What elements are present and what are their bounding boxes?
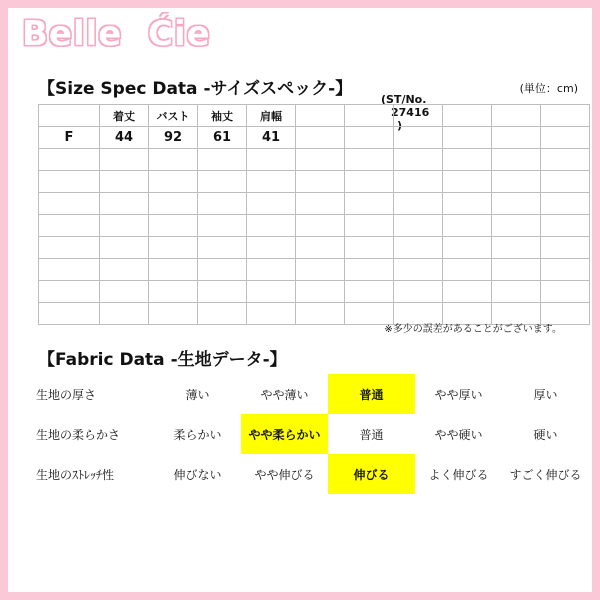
table-cell <box>394 281 443 303</box>
table-row <box>39 127 590 149</box>
table-cell: 61 <box>198 127 247 149</box>
table-cell <box>39 215 100 237</box>
fabric-option[interactable]: やや薄い <box>260 387 309 402</box>
table-cell <box>443 281 492 303</box>
fabric-row-label: 生地のｽﾄﾚｯﾁ性 <box>36 467 115 482</box>
table-cell <box>296 127 345 149</box>
fabric-row-thickness <box>30 374 589 414</box>
table-cell <box>149 259 198 281</box>
table-cell <box>394 259 443 281</box>
fabric-option-selected[interactable]: やや柔らかい <box>241 414 328 454</box>
table-row <box>39 193 590 215</box>
table-cell <box>149 171 198 193</box>
table-row <box>39 215 590 237</box>
table-cell: 41 <box>247 127 296 149</box>
table-row <box>39 149 590 171</box>
table-cell <box>492 237 541 259</box>
table-cell <box>100 193 149 215</box>
table-cell <box>247 237 296 259</box>
table-cell <box>198 259 247 281</box>
table-cell <box>492 193 541 215</box>
table-cell <box>541 237 590 259</box>
table-cell <box>443 259 492 281</box>
fabric-option[interactable]: やや硬い <box>434 427 483 442</box>
table-cell <box>198 193 247 215</box>
table-cell <box>443 215 492 237</box>
table-cell <box>541 281 590 303</box>
fabric-row-stretch <box>30 454 589 494</box>
table-cell <box>39 259 100 281</box>
table-cell <box>149 237 198 259</box>
header-cell <box>443 105 492 127</box>
fabric-option[interactable]: 普通 <box>359 427 384 442</box>
table-cell <box>296 215 345 237</box>
table-cell <box>247 303 296 325</box>
table-cell <box>100 149 149 171</box>
table-row <box>39 259 590 281</box>
table-cell <box>443 149 492 171</box>
table-cell <box>394 149 443 171</box>
table-cell <box>296 171 345 193</box>
table-cell <box>443 171 492 193</box>
fabric-option[interactable]: すごく伸びる <box>509 467 582 482</box>
table-cell <box>247 149 296 171</box>
table-cell <box>100 215 149 237</box>
header-cell: 肩幅 <box>247 105 296 127</box>
table-cell <box>296 281 345 303</box>
table-cell <box>345 281 394 303</box>
fabric-option-selected[interactable]: 普通 <box>328 374 415 414</box>
table-cell <box>345 215 394 237</box>
table-cell <box>345 149 394 171</box>
fabric-option[interactable]: やや厚い <box>434 387 483 402</box>
table-cell <box>198 171 247 193</box>
header-cell <box>394 105 443 127</box>
table-cell <box>149 149 198 171</box>
table-cell <box>149 303 198 325</box>
style-number-label: (ST/No. <box>380 93 427 106</box>
brand-logo: Belle Ćie <box>22 14 211 54</box>
table-cell: 92 <box>149 127 198 149</box>
header-cell: バスト <box>149 105 198 127</box>
table-cell <box>443 127 492 149</box>
table-cell: 44 <box>100 127 149 149</box>
table-cell <box>492 149 541 171</box>
table-cell <box>394 127 443 149</box>
table-cell <box>492 281 541 303</box>
table-cell <box>541 149 590 171</box>
table-cell <box>247 193 296 215</box>
table-cell <box>198 281 247 303</box>
fabric-option[interactable]: よく伸びる <box>428 467 489 482</box>
table-cell <box>492 215 541 237</box>
table-cell <box>541 171 590 193</box>
table-cell <box>39 303 100 325</box>
table-cell <box>149 281 198 303</box>
table-cell <box>345 237 394 259</box>
fabric-row-label: 生地の厚さ <box>36 387 97 402</box>
table-cell <box>39 149 100 171</box>
header-cell: 着丈 <box>100 105 149 127</box>
table-cell <box>394 171 443 193</box>
table-cell <box>296 237 345 259</box>
table-cell <box>39 281 100 303</box>
table-cell <box>149 215 198 237</box>
table-cell <box>296 193 345 215</box>
table-cell <box>39 193 100 215</box>
table-cell <box>541 215 590 237</box>
table-cell: F <box>39 127 100 149</box>
table-cell <box>492 259 541 281</box>
table-header-row <box>39 105 590 127</box>
table-cell <box>198 215 247 237</box>
fabric-row-softness <box>30 414 589 454</box>
fabric-option[interactable]: 薄い <box>185 387 210 402</box>
table-row <box>39 171 590 193</box>
size-spec-title: 【Size Spec Data -サイズスペック-】 <box>38 79 353 99</box>
table-cell <box>149 193 198 215</box>
header-cell <box>296 105 345 127</box>
style-number-close: ) <box>396 119 403 132</box>
table-cell <box>492 127 541 149</box>
header-cell <box>541 105 590 127</box>
table-cell <box>39 171 100 193</box>
table-cell <box>39 237 100 259</box>
table-cell <box>394 215 443 237</box>
table-cell <box>198 149 247 171</box>
unit-label: (単位：cm) <box>519 82 578 95</box>
fabric-data-title: 【Fabric Data -生地データ-】 <box>38 350 287 370</box>
table-cell <box>100 259 149 281</box>
table-cell <box>541 193 590 215</box>
table-cell <box>100 281 149 303</box>
fabric-data-table <box>30 374 589 494</box>
table-cell <box>492 171 541 193</box>
table-cell <box>394 193 443 215</box>
fabric-option-selected[interactable]: 伸びる <box>328 454 415 494</box>
table-row <box>39 281 590 303</box>
table-cell <box>247 215 296 237</box>
table-cell <box>100 171 149 193</box>
table-row <box>39 237 590 259</box>
table-cell <box>296 303 345 325</box>
measurement-note: ※多少の誤差があることがございます。 <box>384 324 562 335</box>
table-cell <box>247 171 296 193</box>
fabric-option[interactable]: 伸びない <box>173 467 222 482</box>
table-cell <box>541 127 590 149</box>
table-cell <box>541 259 590 281</box>
style-number-value: 27416 <box>390 106 430 119</box>
table-cell <box>100 303 149 325</box>
table-cell <box>394 237 443 259</box>
table-cell <box>345 171 394 193</box>
table-cell <box>296 149 345 171</box>
fabric-option[interactable]: 柔らかい <box>173 427 222 442</box>
size-spec-table <box>38 104 590 325</box>
table-cell <box>443 193 492 215</box>
table-cell <box>198 237 247 259</box>
table-cell <box>345 193 394 215</box>
fabric-option[interactable]: やや伸びる <box>254 467 315 482</box>
table-cell <box>247 281 296 303</box>
table-cell <box>100 237 149 259</box>
table-cell <box>443 237 492 259</box>
table-cell <box>198 303 247 325</box>
header-cell: 袖丈 <box>198 105 247 127</box>
fabric-option[interactable]: 厚い <box>533 387 558 402</box>
fabric-row-label: 生地の柔らかさ <box>36 427 121 442</box>
table-cell <box>345 127 394 149</box>
table-cell <box>296 259 345 281</box>
header-cell <box>492 105 541 127</box>
table-cell <box>247 259 296 281</box>
header-cell <box>345 105 394 127</box>
fabric-option[interactable]: 硬い <box>533 427 558 442</box>
header-cell <box>39 105 100 127</box>
table-cell <box>345 259 394 281</box>
